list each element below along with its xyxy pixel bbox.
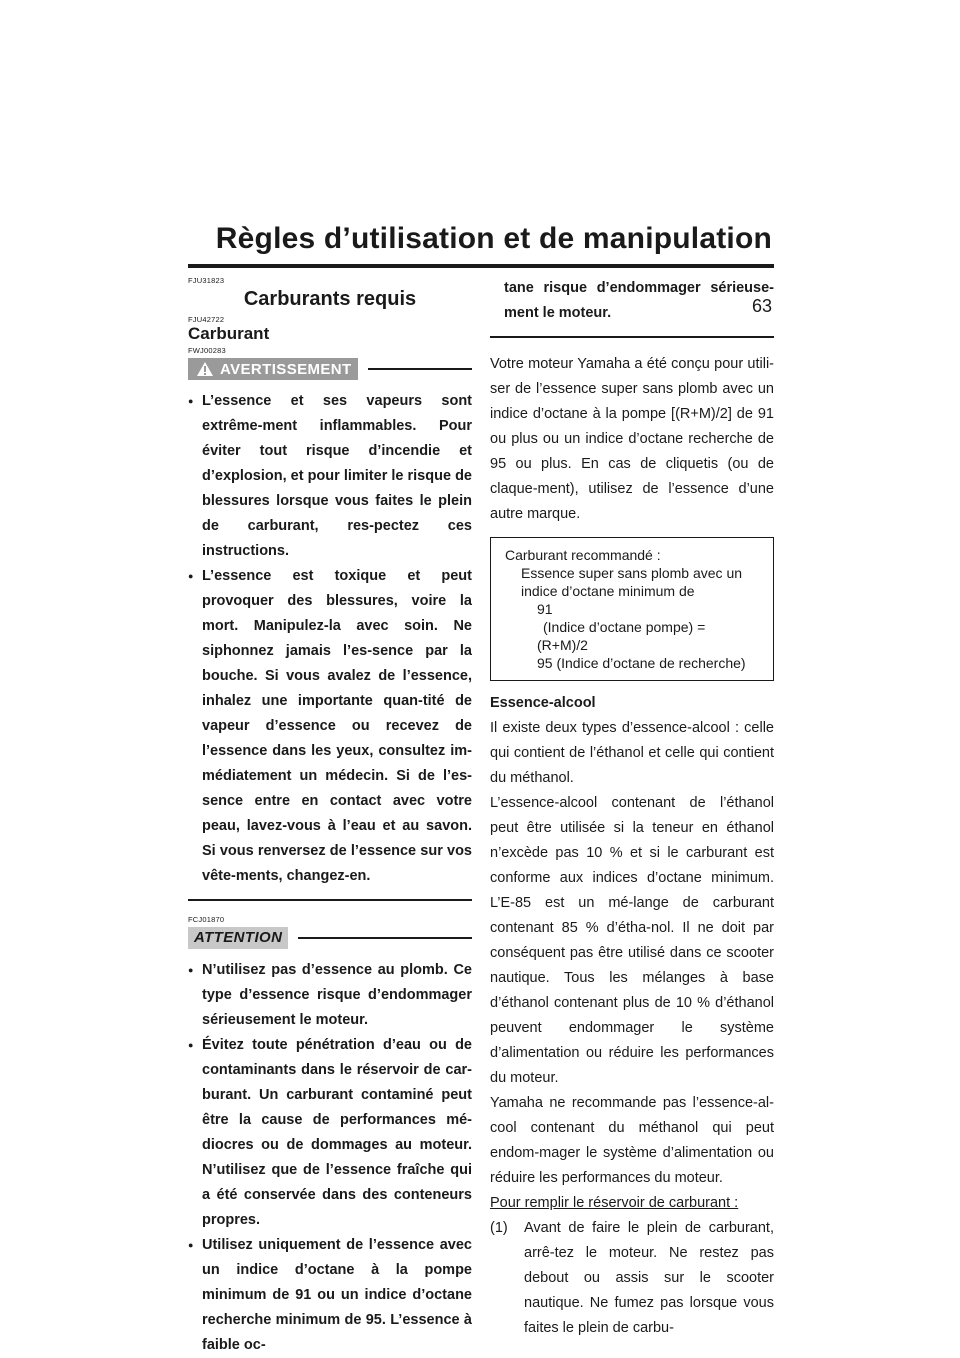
warning-header bbox=[188, 357, 472, 381]
warning-label: AVERTISSEMENT bbox=[220, 360, 352, 378]
paragraph: Yamaha ne recommande pas l’essence-al-cool contenant du méthanol qui peut endom-mager le système d’alimentation ou réduire les performances du moteur. bbox=[490, 1095, 774, 1186]
step-text: Avant de faire le plein de carburant, arrê-tez le moteur. Ne restez pas debout ou assis sur le scooter nautique. Ne fumez pas lorsque vous faites le plein de carbu- bbox=[524, 1220, 774, 1336]
subsection-title: Carburant bbox=[188, 324, 270, 343]
paragraph: Votre moteur Yamaha a été conçu pour utili-ser de l’essence super sans plomb avec un indice d’octane à la pompe [(R+M)/2] de 91 ou plus ou un indice d’octane recherche de 95 ou plus. En cas de cliquetis (ou de claque-ment), utilisez de l’essence d’une autre marque. bbox=[490, 356, 774, 522]
attention-badge: ATTENTION bbox=[188, 927, 288, 949]
spec-line: Carburant recommandé : bbox=[505, 547, 661, 563]
reference-code: FJU31823 bbox=[188, 276, 225, 285]
attention-header bbox=[188, 926, 472, 950]
header-rule bbox=[188, 264, 774, 268]
spec-line: indice d’octane minimum de bbox=[521, 583, 695, 599]
spec-line: (Indice d’octane pompe) = bbox=[543, 619, 706, 635]
warning-item: ● L’essence et ses vapeurs sont extrême-ment inflammables. Pour éviter tout risque d’incendie et d’explosion, et pour limiter le risque de blessures lorsque vous faites le plein de carburant, res-pectez ces instructions. bbox=[188, 389, 472, 564]
alcohol-heading: Essence-alcool bbox=[490, 695, 596, 711]
reference-code: FWJ00283 bbox=[188, 346, 226, 355]
warning-item: ● L’essence est toxique et peut provoquer des blessures, voire la mort. Manipulez-la avec soin. Ne siphonnez jamais l’es-sence par la bouche. Si vous avalez de l’essence, inhalez une importante quan-tité de vapeur d’essence ou recevez de l’essence dans les yeux, consultez im-médiatement un médecin. Si de l’es-sence entre en contact avec votre peau, lavez-vous à l’eau et au savon. Si vous renversez de l’essence sur vos vête-ments, changez-en. bbox=[188, 564, 472, 889]
page-number: 63 bbox=[751, 296, 772, 316]
left-column bbox=[188, 276, 472, 1358]
section-title: Carburants requis bbox=[243, 288, 417, 310]
attention-item: ● N’utilisez pas d’essence au plomb. Ce type d’essence risque d’endommager sérieusement le moteur. bbox=[188, 958, 472, 1033]
attention-rule bbox=[298, 937, 472, 939]
warning-list bbox=[188, 389, 472, 889]
warning-badge bbox=[188, 358, 358, 380]
attention-end-rule bbox=[490, 336, 774, 338]
right-column bbox=[490, 276, 774, 1341]
attention-item: ● Utilisez uniquement de l’essence avec un indice d’octane à la pompe minimum de 91 ou un indice d’octane recherche minimum de 95. L’essence à faible oc- bbox=[188, 1233, 472, 1358]
warning-end-rule bbox=[188, 899, 472, 901]
spec-line: (R+M)/2 bbox=[537, 637, 588, 653]
spec-line: 95 (Indice d’octane de recherche) bbox=[537, 655, 746, 671]
paragraph: Il existe deux types d’essence-alcool : celle qui contient de l’éthanol et celle qui contient du méthanol. bbox=[490, 720, 774, 786]
attention-list bbox=[188, 958, 472, 1358]
fill-tank-heading: Pour remplir le réservoir de carburant : bbox=[490, 1195, 739, 1211]
warning-rule bbox=[368, 368, 472, 370]
reference-code: FCJ01870 bbox=[188, 915, 225, 924]
reference-code: FJU42722 bbox=[188, 315, 225, 324]
step-item bbox=[490, 1216, 774, 1341]
paragraph: L’essence-alcool contenant de l’éthanol peut être utilisée si la teneur en éthanol n’excède pas 10 % et si le carburant est conforme aux indices d’octane minimum. L’E-85 est un mé-lange de carburant contenant 85 % d’étha-nol. Il ne doit par conséquent pas être utilisé dans ce scooter nautique. Tous les mélanges à base d’éthanol contenant plus de 10 % d’éthanol peuvent endommager le système d’alimentation ou réduire les performances du moteur. bbox=[490, 795, 774, 1086]
page-header-title: Règles d’utilisation et de manipulation bbox=[215, 222, 772, 255]
warning-triangle-icon bbox=[196, 361, 214, 377]
spec-line: 91 bbox=[537, 601, 553, 617]
spec-line: Essence super sans plomb avec un bbox=[521, 565, 743, 581]
attention-item-continued: tane risque d’endommager sérieuse-ment le moteur. bbox=[504, 280, 774, 321]
recommended-fuel-box bbox=[490, 537, 774, 681]
step-number: (1) bbox=[490, 1220, 508, 1236]
attention-item: ● Évitez toute pénétration d’eau ou de contaminants dans le réservoir de car-burant. Un carburant contaminé peut être la cause de performances mé-diocres ou de dommages au moteur. N’utilisez que de l’essence fraîche qui a été conservée dans des conteneurs propres. bbox=[188, 1033, 472, 1233]
